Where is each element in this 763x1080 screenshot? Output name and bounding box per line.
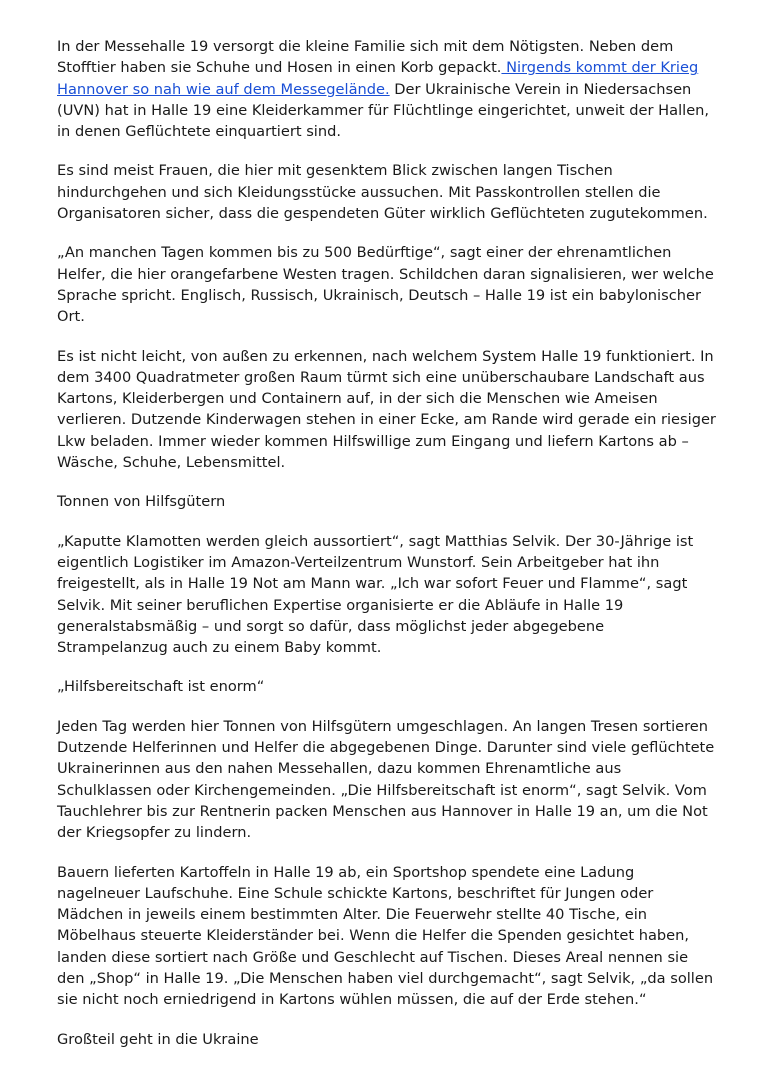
paragraph-selvik: „Kaputte Klamotten werden gleich aussortiert“, sagt Matthias Selvik. Der 30-Jährige ist eigentlich Logistiker im Amazon-Verteilzentrum Wunstorf. Sein Arbeitgeber hat ihn freigestellt, als in Halle 19 Not am Mann war. „Ich war sofort Feuer und Flamme“, sagt Selvik. Mit seiner beruflichen Expertise organisierte er die Abläufe in Halle 19 generalstabsmäßig – und sorgt so dafür, dass möglichst jeder abgegebene Strampelanzug auch zu einem Baby kommt. [57, 532, 694, 657]
paragraph-tonnen-umgeschlagen: Jeden Tag werden hier Tonnen von Hilfsgütern umgeschlagen. An langen Tresen sortieren Dutzende Helferinnen und Helfer die abgegebenen Dinge. Darunter sind viele geflüchtete Ukrainerinnen aus den nahen Messehallen, dazu kommen Ehrenamtliche aus Schulklassen oder Kirchengemeinden. „Die Hilfsbereitschaft ist enorm“, sagt Selvik. Vom Tauchlehrer bis zur Rentnerin packen Menschen aus Hannover in Halle 19 an, um die Not der Kriegsopfer zu lindern. [57, 717, 715, 842]
paragraph-women: Es sind meist Frauen, die hier mit gesenktem Blick zwischen langen Tischen hindurchgehen und sich Kleidungsstücke aussuchen. Mit Passkontrollen stellen die Organisatoren sicher, dass die gespendeten Güter wirklich Geflüchteten zugutekommen. [57, 162, 708, 223]
paragraph-quote-500: „An manchen Tagen kommen bis zu 500 Bedürftige“, sagt einer der ehrenamtlichen Helfer, die hier orangefarbene Westen tragen. Schildchen daran signalisieren, wer welche Sprache spricht. Englisch, Russisch, Ukrainisch, Deutsch – Halle 19 ist ein babylonischer Ort. [57, 244, 714, 326]
paragraph-system: Es ist nicht leicht, von außen zu erkennen, nach welchem System Halle 19 funktioniert. In dem 3400 Quadratmeter großen Raum türmt sich eine unüberschaubare Landschaft aus Kartons, Kleiderbergen und Containern auf, in der sich die Menschen wie Ameisen verlieren. Dutzende Kinderwagen stehen in einer Ecke, am Rande wird gerade ein riesiger Lkw beladen. Immer wieder kommen Hilfswillige zum Eingang und liefern Kartons ab – Wäsche, Schuhe, Lebensmittel. [57, 347, 716, 472]
subheading-tonnen: Tonnen von Hilfsgütern [57, 493, 226, 511]
paragraph-intro [57, 36, 717, 142]
intro-text-after: Der Ukrainische Verein in Niedersachsen (UVN) hat in Halle 19 eine Kleiderkammer für Flüchtlinge eingerichtet, unweit der Hallen, in denen Geflüchtete einquartiert sind. [57, 80, 710, 141]
intro-text-before: In der Messehalle 19 versorgt die kleine Familie sich mit dem Nötigsten. Neben dem Stofftier haben sie Schuhe und Hosen in einen Korb gepackt. [57, 38, 674, 77]
article-page [57, 36, 717, 1050]
article-link-hannover[interactable]: Nirgends kommt der Krieg Hannover so nah wie auf dem Messegelände. [57, 59, 699, 98]
subheading-grossteil: Großteil geht in die Ukraine [57, 1030, 259, 1048]
paragraph-bauern: Bauern lieferten Kartoffeln in Halle 19 ab, ein Sportshop spendete eine Ladung nagelneuer Laufschuhe. Eine Schule schickte Kartons, beschriftet für Jungen oder Mädchen in jeweils einem bestimmten Alter. Die Feuerwehr stellte 40 Tische, ein Möbelhaus steuerte Kleiderständer bei. Wenn die Helfer die Spenden gesichtet haben, landen diese sortiert nach Größe und Geschlecht auf Tischen. Dieses Areal nennen sie den „Shop“ in Halle 19. „Die Menschen haben viel durchgemacht“, sagt Selvik, „da sollen sie nicht noch erniedrigend in Kartons wühlen müssen, die auf der Erde stehen.“ [57, 863, 714, 1009]
subheading-hilfsbereitschaft: „Hilfsbereitschaft ist enorm“ [57, 678, 265, 696]
